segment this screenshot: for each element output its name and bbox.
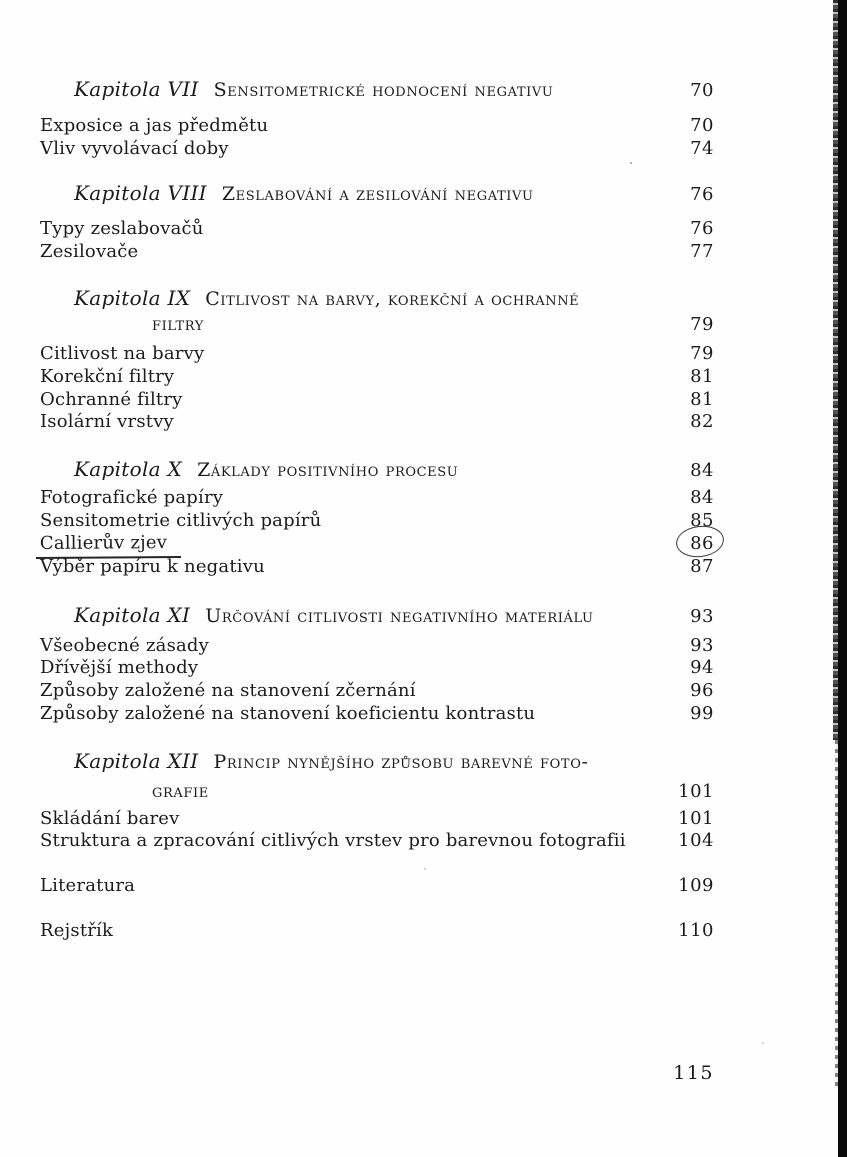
chapter-ix-title-line1: Citlivost na barvy, korekční a ochranné	[205, 288, 580, 310]
toc-entry	[40, 807, 714, 831]
toc-entry	[40, 365, 714, 389]
chapter-vii-kapitola: Kapitola VII	[74, 77, 199, 101]
chapter-xii-title-line1: Princip nynějšího způsobu barevné foto-	[213, 751, 589, 773]
toc-entry	[40, 137, 714, 161]
toc-entry-page: 99	[690, 703, 714, 724]
toc-entry-label: Ochranné filtry	[40, 389, 183, 410]
chapter-xii-heading-line2	[40, 778, 714, 805]
toc-entry-label: Vliv vyvolávací doby	[40, 138, 229, 159]
toc-entry-label: Rejstřík	[40, 920, 114, 941]
toc-entry	[40, 486, 714, 510]
toc-entry-page: 96	[690, 680, 714, 701]
chapter-x-title: Základy positivního procesu	[197, 459, 459, 481]
toc-entry-label: Isolární vrstvy	[40, 411, 174, 432]
toc-entry-label: Korekční filtry	[40, 366, 175, 387]
toc-entry-label: Fotografické papíry	[40, 487, 224, 508]
toc-entry-page: 93	[690, 635, 714, 656]
toc-entry	[40, 217, 714, 241]
toc-entry	[40, 114, 714, 138]
chapter-viii-page: 76	[690, 184, 714, 205]
toc-entry-page: 82	[690, 411, 714, 432]
toc-entry-page: 109	[678, 875, 714, 896]
toc-entry-literatura	[40, 874, 714, 898]
chapter-xi-page: 93	[690, 606, 714, 627]
toc-entry-page: 70	[690, 115, 714, 136]
chapter-xi-title: Určování citlivosti negativního materiálu	[205, 605, 594, 627]
chapter-viii-kapitola: Kapitola VIII	[74, 181, 207, 205]
toc-entry-label: Způsoby založené na stanovení koeficientu kontrastu	[40, 703, 536, 724]
toc-entry-page: 74	[690, 138, 714, 159]
toc-entry-label-pencil-underline: Callierův zjev	[36, 531, 181, 559]
toc-entry-page: 84	[690, 487, 714, 508]
toc-entry	[40, 829, 714, 853]
toc-entry-page: 76	[690, 218, 714, 239]
toc-entry-page: 85	[690, 510, 714, 531]
toc-entry-label: Způsoby založené na stanovení zčernání	[40, 680, 416, 701]
chapter-xii-title-line2: grafie	[152, 780, 209, 802]
chapter-vii-title: Sensitometrické hodnocení negativu	[213, 79, 554, 101]
toc-entry	[40, 555, 714, 579]
scan-speck	[762, 1042, 764, 1044]
scan-speck	[424, 868, 426, 870]
toc-entry-label: Typy zeslabovačů	[40, 218, 204, 239]
toc-entry-label: Skládání barev	[40, 808, 180, 829]
toc-entry-label: Exposice a jas předmětu	[40, 115, 269, 136]
toc-entry-label: Citlivost na barvy	[40, 343, 205, 364]
chapter-x-kapitola: Kapitola X	[74, 457, 183, 481]
toc-entry-label: Výběr papíru k negativu	[40, 556, 265, 577]
toc-entry	[40, 656, 714, 680]
chapter-x-page: 84	[690, 460, 714, 481]
toc-entry	[40, 702, 714, 726]
chapter-xii-heading-line1	[40, 748, 714, 776]
toc-entry	[40, 388, 714, 412]
toc-entry-rejstrik	[40, 919, 714, 943]
chapter-vii-heading	[40, 76, 714, 104]
footer-page-number: 115	[673, 1062, 714, 1084]
chapter-xii-kapitola: Kapitola XII	[74, 749, 199, 773]
toc-entry-label: Všeobecné zásady	[40, 635, 210, 656]
toc-entry	[40, 679, 714, 703]
chapter-ix-kapitola: Kapitola IX	[74, 286, 191, 310]
chapter-viii-heading	[40, 180, 714, 208]
chapter-xi-heading	[40, 602, 714, 630]
chapter-ix-heading-line2	[40, 311, 714, 338]
chapter-xii-page: 101	[678, 781, 714, 802]
toc-entry-label: Struktura a zpracování citlivých vrstev pro barevnou fotografii	[40, 830, 626, 851]
chapter-xi-kapitola: Kapitola XI	[74, 603, 191, 627]
toc-entry	[40, 410, 714, 434]
toc-entry-page: 77	[690, 241, 714, 262]
toc-entry-page: 110	[678, 920, 714, 941]
toc-entry-page: 81	[690, 389, 714, 410]
toc-entry-label: Literatura	[40, 875, 136, 896]
chapter-ix-title-line2: filtry	[152, 313, 204, 335]
chapter-x-heading	[40, 456, 714, 484]
chapter-viii-title: Zeslabování a zesilování negativu	[221, 183, 534, 205]
toc-entry-page: 79	[690, 343, 714, 364]
toc-entry-page: 94	[690, 657, 714, 678]
toc-entry-label: Zesilovače	[40, 241, 139, 262]
toc-entry	[40, 634, 714, 658]
toc-entry-label: Sensitometrie citlivých papírů	[40, 510, 322, 531]
chapter-ix-heading-line1	[40, 285, 714, 313]
binding-shadow-band	[838, 0, 847, 1157]
toc-entry-page: 81	[690, 366, 714, 387]
chapter-vii-page: 70	[690, 80, 714, 101]
scan-speck	[630, 162, 632, 164]
toc-entry	[40, 342, 714, 366]
toc-entry-page: 87	[690, 556, 714, 577]
toc-entry	[40, 509, 714, 533]
toc-entry-page-pencil-circle: 86	[690, 533, 714, 554]
chapter-ix-page: 79	[690, 314, 714, 335]
toc-entry-page: 104	[678, 830, 714, 851]
toc-entry-label: Dřívější methody	[40, 657, 199, 678]
toc-entry	[40, 240, 714, 264]
toc-entry-page: 101	[678, 808, 714, 829]
